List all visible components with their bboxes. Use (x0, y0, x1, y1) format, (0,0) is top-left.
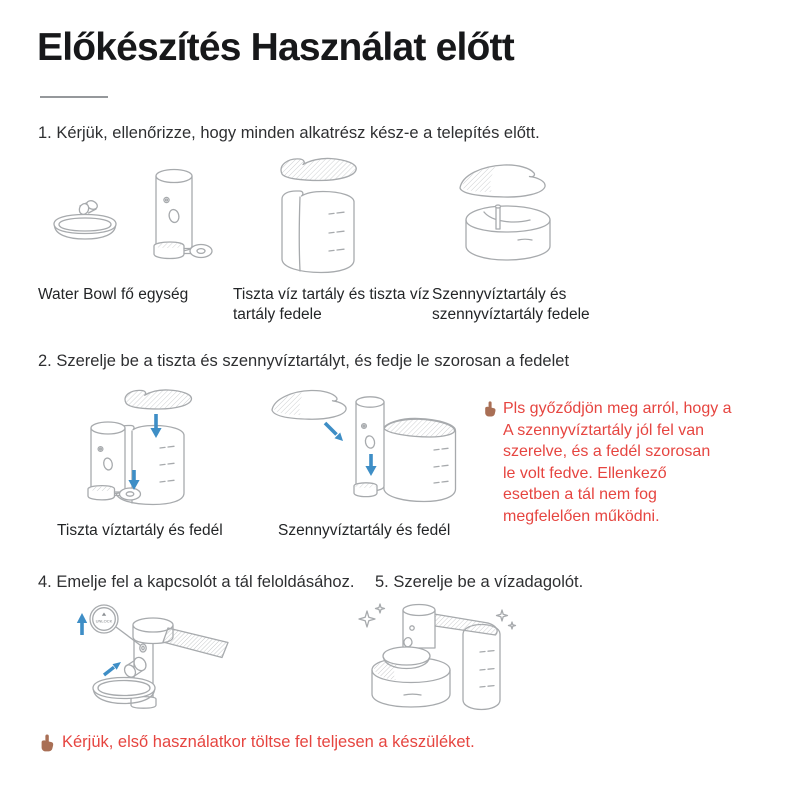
sparkle-icon (359, 604, 385, 627)
sparkle-icon (497, 610, 516, 629)
blue-up-arrow-icon (77, 613, 87, 635)
bracket-shelf-hatched (163, 628, 228, 658)
assembled-fountain-drawing (342, 592, 582, 727)
caption-install-clean-tank: Tiszta víztartály és fedél (57, 522, 223, 539)
pointing-finger-icon (38, 734, 56, 752)
install-waste-tank-drawing (258, 386, 476, 524)
note-line: megfelelően működni. (503, 507, 660, 525)
footer-note (38, 733, 475, 752)
caption-waste-tank: Szennyvíztartály és szennyvíztartály fedele (432, 286, 590, 323)
blue-diagonal-arrow-icon (325, 423, 343, 441)
note-line: Pls győződjön meg arról, hogy a (503, 400, 732, 417)
install-clean-tank-drawing (68, 386, 286, 524)
page-title: Előkészítés Használat előtt (37, 26, 514, 69)
title-divider (40, 96, 108, 98)
note-line: szerelve, és a fedél szorosan (503, 443, 711, 460)
pointing-finger-icon (482, 401, 498, 424)
caption-install-waste-tank: Szennyvíztartály és fedél (278, 522, 451, 539)
tank-lid-hatched (125, 390, 191, 409)
step2-text: 2. Szerelje be a tiszta és szennyvíztartályt, és fedje le szorosan a fedelet (38, 352, 570, 370)
tank-lid-hatched (281, 158, 356, 180)
caption-clean-tank: Tiszta víz tartály és tiszta víz tartály fedele (233, 286, 430, 323)
unlock-switch-drawing (42, 597, 287, 725)
main-unit-drawing (150, 166, 216, 268)
note-line: esetben a tál nem fog (503, 486, 657, 503)
clean-tank-drawing (270, 155, 366, 279)
note-line: A szennyvíztartály jól fel van (503, 421, 704, 439)
blue-diagonal-arrow-icon (104, 662, 121, 675)
sloped-top-hatched (427, 613, 497, 635)
waste-tank-drawing (452, 160, 574, 270)
step5-text: 5. Szerelje be a vízadagolót. (375, 573, 584, 591)
unlock-label: UNLOCK (95, 618, 113, 624)
step1-text: 1. Kérjük, ellenőrizze, hogy minden alkatrész kész-e a telepítés előtt. (38, 124, 540, 142)
note-line: le volt fedve. Ellenkező (503, 464, 667, 482)
water-bowl-drawing (50, 196, 120, 242)
caption-water-bowl: Water Bowl fő egység (38, 286, 189, 303)
step4-text: 4. Emelje fel a kapcsolót a tál feloldásához. (38, 573, 355, 591)
warning-note (482, 398, 768, 527)
footer-note-text: Kérjük, első használatkor töltse fel teljesen a készüléket. (62, 733, 475, 751)
